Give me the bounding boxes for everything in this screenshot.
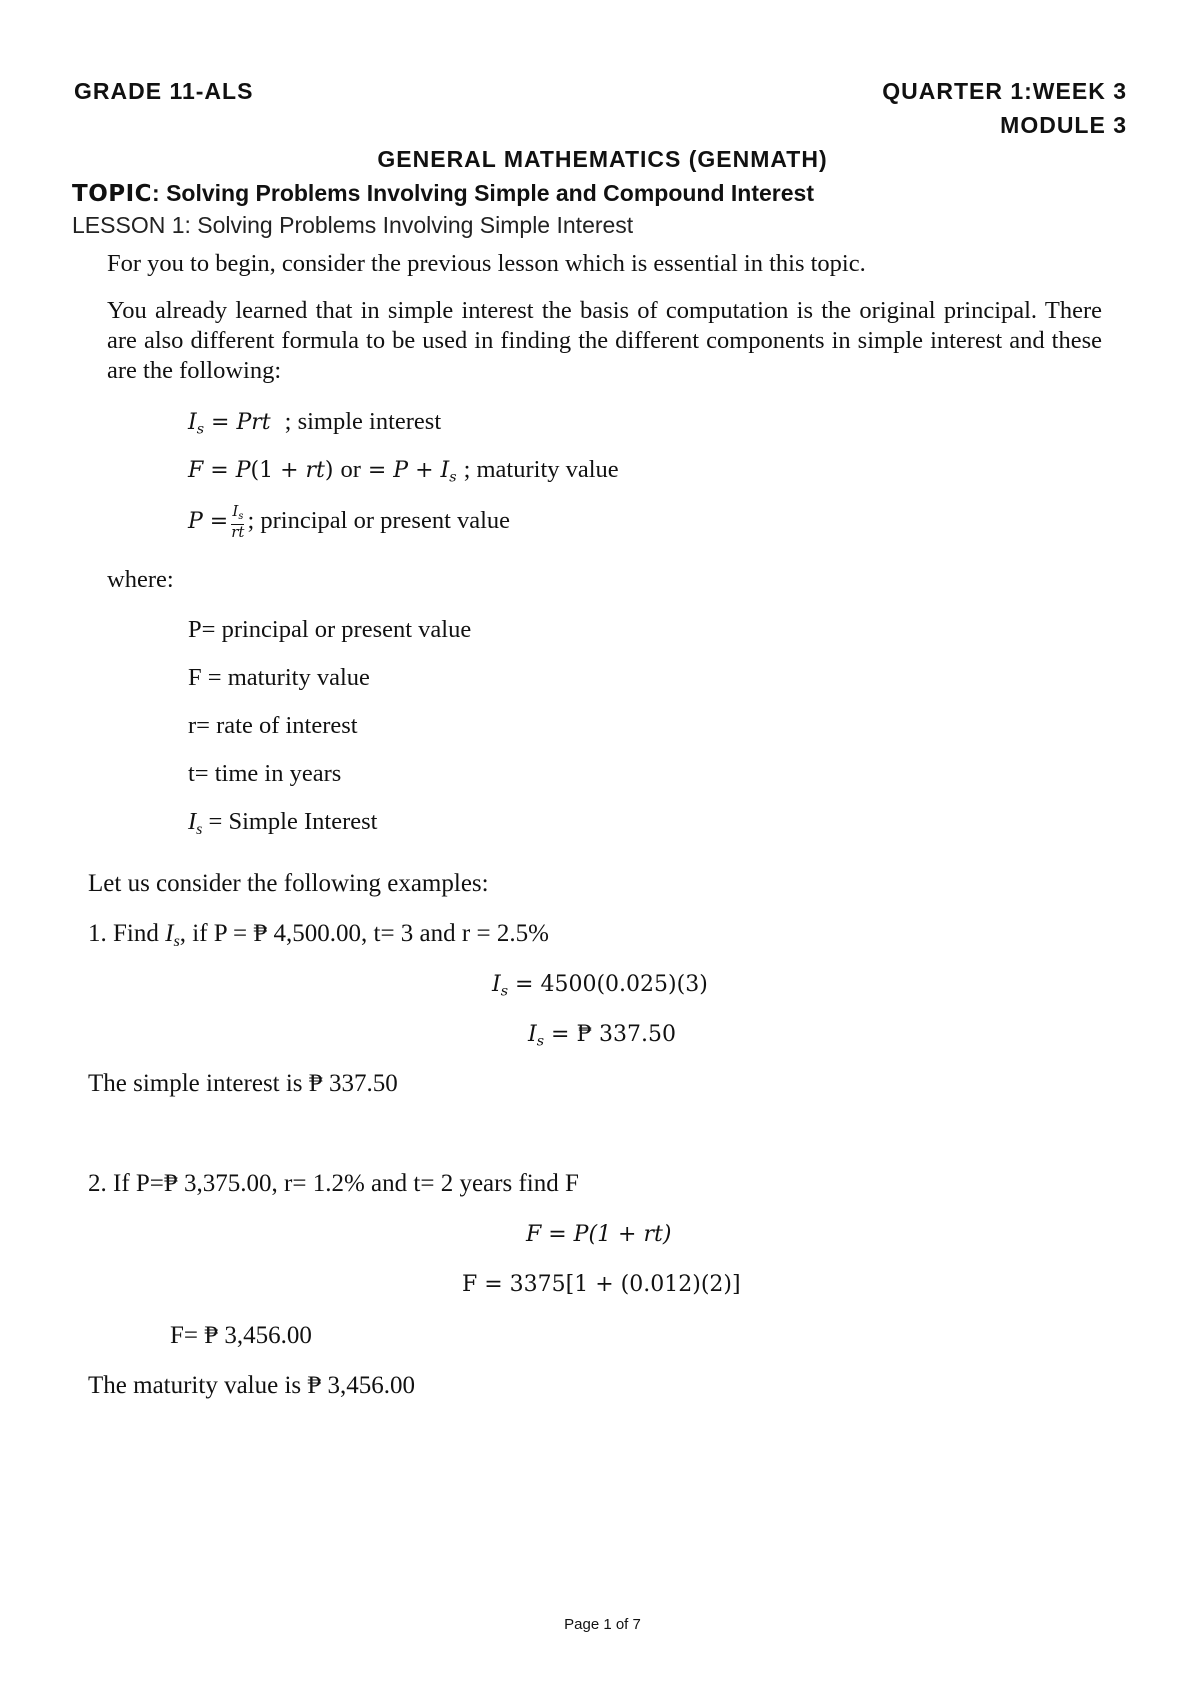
example-2-question: 2. If P=₱ 3,375.00, r= 1.2% and t= 2 years find F [88,1170,579,1197]
example-1-step-1: $I_s = 4500(0.025)(3)$ [492,972,708,1000]
example-2-answer: The maturity value is ₱ 3,456.00 [88,1372,416,1399]
fraction: $\frac{I_s}{rt}$ [231,502,245,541]
example-1-step-2: $I_s$ = ₱ 337.50 [528,1022,676,1050]
example-1-suffix: , if P = ₱ 4,500.00, t= 3 and r = 2.5% [179,920,549,947]
formula-2-or: or [340,456,361,483]
topic-line [72,180,814,207]
module-label: MODULE 3 [1000,112,1127,138]
example-2-step-2: F = 3375[1 + (0.012)(2)] [462,1272,741,1297]
where-label: where: [107,566,174,593]
topic-text: : Solving Problems Involving Simple and Compound Interest [152,180,815,206]
definition-principal: P= principal or present value [188,616,472,643]
example-1-step-1-text: = 4500(0.025)(3) [515,972,708,997]
formula-3-desc: ; principal or present value [247,506,511,534]
grade-label: GRADE 11-ALS [74,78,254,104]
definition-simple-interest: $I_s$ = Simple Interest [188,808,378,838]
formula-simple-interest: $I_s$ = Prt ; simple interest [188,408,442,438]
definition-maturity: F = maturity value [188,664,370,691]
formula-2-desc: ; maturity value [463,456,619,483]
examples-intro: Let us consider the following examples: [88,870,489,897]
lesson-title: LESSON 1: Solving Problems Involving Simple Interest [72,212,634,238]
page-number: Page 1 of 7 [564,1616,641,1633]
formula-principal: P = $\frac{I_s}{rt}$ ; principal or present value [188,502,511,541]
formula-maturity-value: F = P(1 + rt) or = $P + I_s$ ; maturity value [188,456,619,486]
example-1-prefix: 1. Find [88,920,159,947]
quarter-label: QUARTER 1:WEEK 3 [882,78,1127,104]
intro-paragraph: You already learned that in simple interest the basis of computation is the original principal. There are also different formula to be used in finding the different components in simple interest and these are the following: [107,297,1102,384]
example-1-answer: The simple interest is ₱ 337.50 [88,1070,398,1097]
topic-label: TOPIC [72,181,153,207]
intro-text: For you to begin, consider the previous lesson which is essential in this topic. [107,250,866,277]
definition-time: t= time in years [188,760,342,787]
definition-simple-interest-text: = Simple Interest [208,808,378,835]
example-2-result: F= ₱ 3,456.00 [170,1322,312,1349]
definition-rate: r= rate of interest [188,712,358,739]
example-1-step-2-text: = ₱ 337.50 [551,1022,676,1047]
example-2-step-1: F = P(1 + rt) [526,1222,672,1247]
formula-1-desc: ; simple interest [284,408,442,435]
subject-title: GENERAL MATHEMATICS (GENMATH) [377,146,828,172]
example-1-question: 1. Find $I_s$, if P = ₱ 4,500.00, t= 3 and r = 2.5% [88,920,549,950]
